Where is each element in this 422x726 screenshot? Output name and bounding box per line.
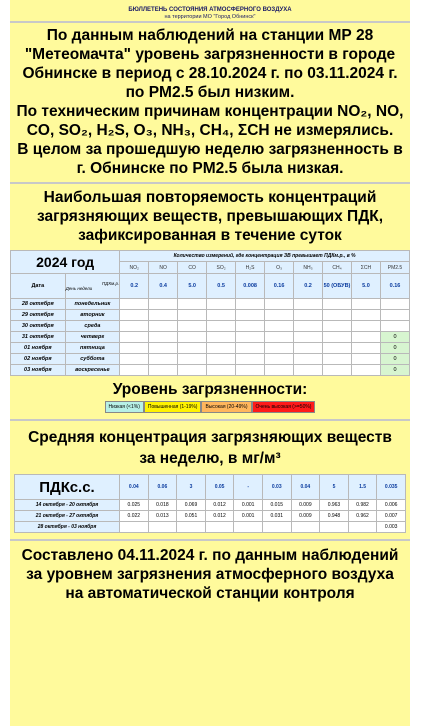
row-date: 03 ноября bbox=[11, 365, 66, 376]
row-value bbox=[149, 365, 178, 376]
avg-title: Средняя концентрация загрязняющих веществ за неделю, в мг/м³ bbox=[10, 419, 410, 474]
row-value bbox=[351, 365, 380, 376]
row-value bbox=[265, 365, 294, 376]
row-value bbox=[323, 310, 352, 321]
day-label: День недели bbox=[65, 286, 93, 291]
level-legend-item-0: Низкая (<1%) bbox=[105, 401, 144, 413]
row-value bbox=[294, 343, 323, 354]
table-title: Количество измерений, где концентрация ЗВ превышает ПДКм.р., в % bbox=[120, 251, 410, 262]
row-value bbox=[149, 343, 178, 354]
avg-value bbox=[234, 522, 263, 533]
row-value bbox=[207, 343, 236, 354]
row-value bbox=[323, 365, 352, 376]
avg-value: 0.007 bbox=[377, 511, 406, 522]
avg-limit-6: 0.04 bbox=[291, 475, 320, 500]
avg-limit-1: 0.06 bbox=[148, 475, 177, 500]
row-date: 28 октября bbox=[11, 299, 66, 310]
row-value bbox=[236, 354, 265, 365]
bulletin-territory: на территории МО "Город Обнинск" bbox=[164, 14, 256, 20]
row-value bbox=[380, 321, 409, 332]
avg-period: 21 октября - 27 октября bbox=[15, 511, 120, 522]
row-date: 30 октября bbox=[11, 321, 66, 332]
levels-title: Уровень загрязненности: bbox=[112, 381, 308, 398]
avg-row bbox=[15, 511, 406, 522]
row-value bbox=[120, 332, 149, 343]
avg-value bbox=[177, 522, 206, 533]
row-value bbox=[178, 354, 207, 365]
row-date: 02 ноября bbox=[11, 354, 66, 365]
bulletin-title: БЮЛЛЕТЕНЬ СОСТОЯНИЯ АТМОСФЕРНОГО ВОЗДУХА bbox=[128, 7, 292, 13]
limit-value-9: 0.16 bbox=[380, 274, 409, 299]
avg-value: 0.982 bbox=[348, 500, 377, 511]
avg-value: 0.009 bbox=[291, 500, 320, 511]
row-day: вторник bbox=[65, 310, 120, 321]
avg-table bbox=[14, 474, 406, 533]
row-value bbox=[380, 310, 409, 321]
row-day: воскресенье bbox=[65, 365, 120, 376]
avg-value: 0.948 bbox=[320, 511, 349, 522]
limit-value-1: 0.4 bbox=[149, 274, 178, 299]
pdk-header bbox=[65, 274, 120, 299]
row-value bbox=[294, 299, 323, 310]
avg-value bbox=[262, 522, 291, 533]
avg-value: 0.001 bbox=[234, 511, 263, 522]
row-value bbox=[265, 332, 294, 343]
row-value: 0 bbox=[380, 332, 409, 343]
row-value bbox=[236, 321, 265, 332]
row-value bbox=[207, 354, 236, 365]
row-value bbox=[149, 310, 178, 321]
pollutant-header-9: PM2.5 bbox=[380, 262, 409, 274]
row-value bbox=[149, 354, 178, 365]
row-value bbox=[178, 321, 207, 332]
row-value bbox=[294, 321, 323, 332]
pdk-ss-label: ПДКс.с. bbox=[15, 475, 120, 500]
status-line-2: По техническим причинам концентрации NO₂, NO, CO, SO₂, H₂S, O₃, NH₃, CH₄, ΣCH не измерялись. bbox=[16, 103, 404, 139]
row-value bbox=[120, 299, 149, 310]
row-value bbox=[207, 332, 236, 343]
row-value bbox=[294, 354, 323, 365]
pollutant-header-6: NH₃ bbox=[294, 262, 323, 274]
avg-value: 0.069 bbox=[177, 500, 206, 511]
row-day: четверг bbox=[65, 332, 120, 343]
level-legend-item-2: Высокая (20-49%) bbox=[201, 401, 251, 413]
avg-limit-row bbox=[15, 475, 406, 500]
row-date: 31 октября bbox=[11, 332, 66, 343]
row-value bbox=[120, 343, 149, 354]
row-value bbox=[351, 310, 380, 321]
avg-value: 0.963 bbox=[320, 500, 349, 511]
status-message bbox=[10, 21, 410, 182]
avg-value: 0.025 bbox=[120, 500, 149, 511]
row-value bbox=[178, 332, 207, 343]
avg-value bbox=[148, 522, 177, 533]
avg-value bbox=[320, 522, 349, 533]
limit-value-5: 0.16 bbox=[265, 274, 294, 299]
avg-limit-4: - bbox=[234, 475, 263, 500]
row-value bbox=[294, 365, 323, 376]
row-day: пятница bbox=[65, 343, 120, 354]
level-legend bbox=[10, 401, 410, 419]
avg-value: 0.962 bbox=[348, 511, 377, 522]
row-value bbox=[120, 310, 149, 321]
repeat-heading: Наибольшая повторяемость концентраций загрязняющих веществ, превышающих ПДК, зафиксированная в течение суток bbox=[10, 182, 410, 250]
pollutant-header-8: ΣCH bbox=[351, 262, 380, 274]
row-value bbox=[323, 321, 352, 332]
row-value: 0 bbox=[380, 365, 409, 376]
row-value: 0 bbox=[380, 343, 409, 354]
avg-row bbox=[15, 522, 406, 533]
pdk-label: ПДКм.р. bbox=[102, 281, 120, 286]
row-value bbox=[265, 343, 294, 354]
row-value bbox=[323, 332, 352, 343]
avg-limit-0: 0.04 bbox=[120, 475, 149, 500]
avg-value bbox=[120, 522, 149, 533]
row-value bbox=[236, 365, 265, 376]
limit-value-7: 50 (ОБУВ) bbox=[323, 274, 352, 299]
row-value bbox=[120, 365, 149, 376]
row-value bbox=[351, 332, 380, 343]
row-date: 29 октября bbox=[11, 310, 66, 321]
row-value bbox=[294, 332, 323, 343]
row-value bbox=[265, 321, 294, 332]
table-row bbox=[11, 321, 410, 332]
avg-row bbox=[15, 500, 406, 511]
avg-value bbox=[205, 522, 234, 533]
bulletin-page bbox=[10, 0, 410, 726]
avg-value: 0.009 bbox=[291, 511, 320, 522]
pollutant-header-0: NO₂ bbox=[120, 262, 149, 274]
top-cut-line bbox=[10, 0, 410, 7]
limit-value-4: 0.008 bbox=[236, 274, 265, 299]
pollutant-header-7: CH₄ bbox=[323, 262, 352, 274]
avg-period: 28 октября - 03 ноября bbox=[15, 522, 120, 533]
row-value bbox=[149, 299, 178, 310]
row-value bbox=[178, 310, 207, 321]
row-value bbox=[236, 310, 265, 321]
year-label: 2024 год bbox=[11, 251, 120, 274]
row-value bbox=[351, 321, 380, 332]
avg-limit-5: 0.03 bbox=[262, 475, 291, 500]
avg-value: 0.012 bbox=[205, 500, 234, 511]
avg-limit-9: 0.035 bbox=[377, 475, 406, 500]
exceedance-table bbox=[10, 250, 410, 376]
avg-value: 0.013 bbox=[148, 511, 177, 522]
pollutant-header-2: CO bbox=[178, 262, 207, 274]
row-value bbox=[351, 343, 380, 354]
avg-value: 0.015 bbox=[262, 500, 291, 511]
table-row bbox=[11, 343, 410, 354]
avg-value: 0.012 bbox=[205, 511, 234, 522]
avg-limit-3: 0.05 bbox=[205, 475, 234, 500]
limit-value-0: 0.2 bbox=[120, 274, 149, 299]
row-value bbox=[149, 332, 178, 343]
row-value bbox=[265, 354, 294, 365]
row-value bbox=[351, 354, 380, 365]
row-value bbox=[236, 343, 265, 354]
pollutant-header-3: SO₂ bbox=[207, 262, 236, 274]
avg-limit-8: 1.5 bbox=[348, 475, 377, 500]
row-value bbox=[178, 343, 207, 354]
row-value bbox=[207, 299, 236, 310]
avg-value: 0.051 bbox=[177, 511, 206, 522]
avg-limit-2: 3 bbox=[177, 475, 206, 500]
status-line-3: В целом за прошедшую неделю загрязненность в г. Обнинске по PM2.5 была низкая. bbox=[17, 141, 403, 177]
row-value: 0 bbox=[380, 354, 409, 365]
row-day: понедельник bbox=[65, 299, 120, 310]
limit-value-2: 5.0 bbox=[178, 274, 207, 299]
avg-value bbox=[348, 522, 377, 533]
row-value bbox=[178, 299, 207, 310]
avg-value: 0.018 bbox=[148, 500, 177, 511]
row-value bbox=[207, 365, 236, 376]
table-row bbox=[11, 299, 410, 310]
table-row bbox=[11, 365, 410, 376]
row-value bbox=[178, 365, 207, 376]
row-date: 01 ноября bbox=[11, 343, 66, 354]
avg-value: 0.006 bbox=[377, 500, 406, 511]
row-value bbox=[265, 299, 294, 310]
row-value bbox=[236, 332, 265, 343]
pollutant-header-4: H₂S bbox=[236, 262, 265, 274]
avg-value: 0.001 bbox=[234, 500, 263, 511]
limit-row bbox=[11, 274, 410, 299]
avg-value: 0.031 bbox=[262, 511, 291, 522]
row-value bbox=[120, 354, 149, 365]
row-day: суббота bbox=[65, 354, 120, 365]
row-day: среда bbox=[65, 321, 120, 332]
row-value bbox=[207, 321, 236, 332]
limit-value-3: 0.5 bbox=[207, 274, 236, 299]
table-row bbox=[11, 354, 410, 365]
limit-value-8: 5.0 bbox=[351, 274, 380, 299]
status-line-1: По данным наблюдений на станции МР 28 "Метеомачта" уровень загрязненности в городе Обнинске в период с 28.10.2024 г. по 03.11.2024 г. по PM2.5 был низким. bbox=[22, 27, 398, 101]
level-legend-item-3: Очень высокая (>=50%) bbox=[252, 401, 316, 413]
avg-limit-7: 5 bbox=[320, 475, 349, 500]
avg-value: 0.003 bbox=[377, 522, 406, 533]
row-value bbox=[149, 321, 178, 332]
pollutant-header-1: NO bbox=[149, 262, 178, 274]
limit-value-6: 0.2 bbox=[294, 274, 323, 299]
row-value bbox=[265, 310, 294, 321]
row-value bbox=[323, 354, 352, 365]
row-value bbox=[323, 299, 352, 310]
row-value bbox=[236, 299, 265, 310]
table-row bbox=[11, 332, 410, 343]
avg-value bbox=[291, 522, 320, 533]
row-value bbox=[380, 299, 409, 310]
avg-period: 14 октября - 20 октября bbox=[15, 500, 120, 511]
avg-value: 0.022 bbox=[120, 511, 149, 522]
row-value bbox=[323, 343, 352, 354]
table-row bbox=[11, 310, 410, 321]
level-legend-item-1: Повышенная (1-19%) bbox=[144, 401, 202, 413]
date-header: Дата bbox=[11, 274, 66, 299]
row-value bbox=[207, 310, 236, 321]
pollutant-header-5: O₃ bbox=[265, 262, 294, 274]
row-value bbox=[294, 310, 323, 321]
row-value bbox=[120, 321, 149, 332]
footer-note: Составлено 04.11.2024 г. по данным наблюдений за уровнем загрязнения атмосферного воздуха на автоматической станции контроля bbox=[10, 539, 410, 603]
row-value bbox=[351, 299, 380, 310]
